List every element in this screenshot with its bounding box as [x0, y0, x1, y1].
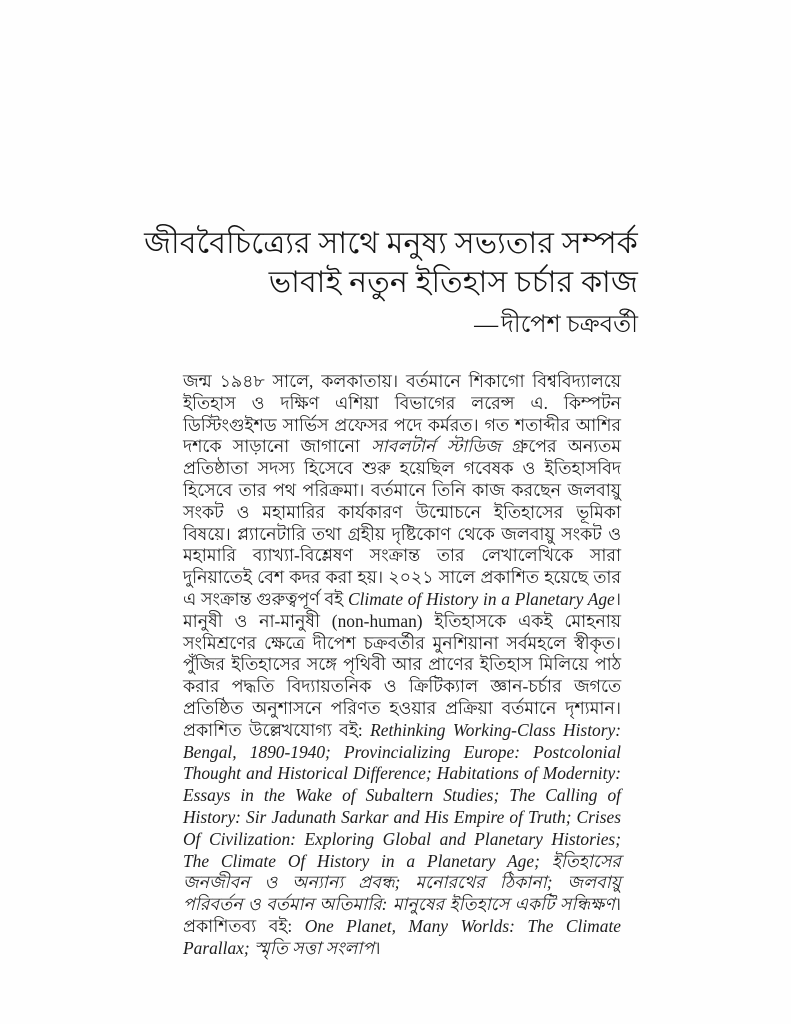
bio-text-run-bn: । প্রকাশিতব্য বই:: [183, 894, 621, 936]
bio-text-run-bn-italic: সাবলটার্ন স্টাডিজ: [371, 436, 501, 457]
byline-dash: —: [474, 312, 498, 338]
article-title: [120, 224, 638, 302]
author-byline: [474, 310, 638, 340]
bio-text-run-en-italic: One Planet, Many Worlds: The Climate Parallax;: [183, 915, 621, 958]
bio-text-run-en-italic: Climate of History in a Planetary Age: [347, 588, 615, 609]
bio-text-run-bn-italic: স্মৃতি সত্তা সংলাপ: [254, 937, 375, 958]
bio-text-run-bn: । মানুষী ও না-মানুষী (non-human) ইতিহাসকে একই মোহনায় সংমিশ্রণের ক্ষেত্রে দীপেশ চক্রবর্তীর মুনশিয়ানা সর্বমহলে স্বীকৃত। পুঁজির ইতিহাসের সঙ্গে পৃথিবী আর প্রাণের ইতিহাস মিলিয়ে পাঠ করার পদ্ধতি বিদ্যায়তনিক ও ক্রিটিক্যাল জ্ঞান-চর্চার জগতে প্রতিষ্ঠিত অনুশাসনে পরিণত হওয়ার প্রক্রিয়া বর্তমানে দৃশ্যমান। প্রকাশিত উল্লেখযোগ্য বই:: [183, 588, 621, 740]
title-line-1: জীববৈচিত্র্যের সাথে মনুষ্য সভ্যতার সম্পর্ক: [144, 227, 638, 260]
author-name: দীপেশ চক্রবর্তী: [501, 312, 638, 338]
bio-text-run-en-italic: Rethinking Working-Class History: Bengal, 1890-1940; Provincializing Europe: Postcolonial Thought and Historical Difference; Habitations of Modernity: Essays in the Wake of Subaltern Studies; The Calling of History: Sir Jadunath Sarkar and His Empire of Truth; Crises Of Civilization: Exploring Global and Planetary Histories; The Climate Of History in a Planetary Age;: [183, 719, 621, 871]
title-line-2: ভাবাই নতুন ইতিহাস চর্চার কাজ: [268, 266, 638, 299]
bio-text-run-bn-italic: ইতিহাসের জনজীবন ও অন্যান্য প্রবন্ধ; মনোরথের ঠিকানা; জলবায়ু পরিবর্তন ও বর্তমান অতিমারি: মানুষের ইতিহাসে একটি সন্ধিক্ষণ: [183, 850, 621, 915]
bio-paragraph: [183, 371, 621, 960]
bio-text-run-bn: ।: [374, 937, 381, 958]
bio-text-run-bn: জন্ম ১৯৪৮ সালে, কলকাতায়। বর্তমানে শিকাগো বিশ্ববিদ্যালয়ে ইতিহাস ও দক্ষিণ এশিয়া বিভাগের লরেন্স এ. কিম্পটন ডিস্টিংগুইশড সার্ভিস প্রফেসর পদে কর্মরত। গত শতাব্দীর আশির দশকে সাড়ানো জাগানো: [183, 371, 621, 457]
article-header: [120, 224, 638, 302]
bio-text-run-bn: গ্রুপের অন্যতম প্রতিষ্ঠাতা সদস্য হিসেবে শুরু হয়েছিল গবেষক ও ইতিহাসবিদ হিসেবে তার পথ পরিক্রমা। বর্তমানে তিনি কাজ করছেন জলবায়ু সংকট ও মহামারির কার্যকারণ উন্মোচনে ইতিহাসের ভূমিকা বিষয়ে। প্ল্যানেটারি তথা গ্রহীয় দৃষ্টিকোণ থেকে জলবায়ু সংকট ও মহামারি ব্যাখ্যা-বিশ্লেষণ সংক্রান্ত তার লেখালেখিকে সারা দুনিয়াতেই বেশ কদর করা হয়। ২০২১ সালে প্রকাশিত হয়েছে তার এ সংক্রান্ত গুরুত্বপূর্ণ বই: [183, 436, 622, 609]
